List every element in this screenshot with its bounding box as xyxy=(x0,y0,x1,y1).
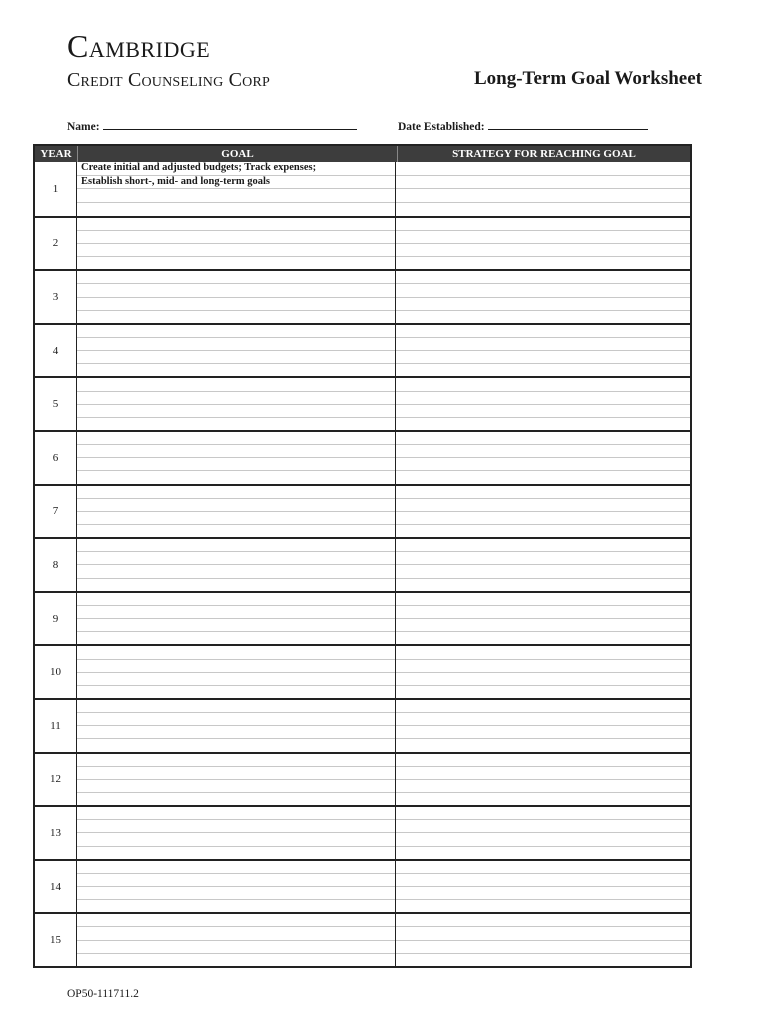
strategy-cell xyxy=(396,700,690,752)
goal-line[interactable] xyxy=(77,619,395,632)
goal-cell xyxy=(77,754,396,806)
strategy-line[interactable] xyxy=(396,392,690,405)
goal-line[interactable] xyxy=(77,927,395,940)
table-row xyxy=(35,323,690,377)
goal-line[interactable]: Create initial and adjusted budgets; Track expenses; xyxy=(77,162,395,176)
strategy-cell xyxy=(396,325,690,377)
table-row xyxy=(35,269,690,323)
strategy-line[interactable] xyxy=(396,700,690,713)
goal-line[interactable] xyxy=(77,298,395,311)
year-number: 11 xyxy=(35,700,77,752)
strategy-cell xyxy=(396,162,690,216)
year-number: 5 xyxy=(35,378,77,430)
strategy-line[interactable] xyxy=(396,739,690,751)
goal-line[interactable] xyxy=(77,713,395,726)
year-number: 12 xyxy=(35,754,77,806)
strategy-cell xyxy=(396,539,690,591)
table-row xyxy=(35,216,690,270)
goal-cell xyxy=(77,218,396,270)
strategy-line[interactable] xyxy=(396,311,690,323)
strategy-line[interactable] xyxy=(396,767,690,780)
strategy-line[interactable] xyxy=(396,378,690,391)
strategy-line[interactable] xyxy=(396,619,690,632)
strategy-line[interactable] xyxy=(396,780,690,793)
strategy-line[interactable] xyxy=(396,203,690,216)
table-row xyxy=(35,591,690,645)
date-established-field[interactable] xyxy=(398,118,648,133)
year-number: 3 xyxy=(35,271,77,323)
strategy-line[interactable] xyxy=(396,471,690,483)
goal-line[interactable] xyxy=(77,525,395,537)
year-number: 10 xyxy=(35,646,77,698)
goal-line[interactable] xyxy=(77,780,395,793)
strategy-line[interactable] xyxy=(396,338,690,351)
goal-cell xyxy=(77,861,396,913)
goal-cell xyxy=(77,325,396,377)
goal-cell xyxy=(77,807,396,859)
strategy-line[interactable] xyxy=(396,257,690,269)
goal-cell xyxy=(77,432,396,484)
table-row xyxy=(35,912,690,966)
goal-line[interactable] xyxy=(77,405,395,418)
strategy-line[interactable] xyxy=(396,660,690,673)
goal-line[interactable] xyxy=(77,338,395,351)
strategy-line[interactable] xyxy=(396,445,690,458)
name-input-line[interactable] xyxy=(103,118,357,130)
table-row xyxy=(35,752,690,806)
goal-line[interactable] xyxy=(77,700,395,713)
goal-line[interactable] xyxy=(77,686,395,698)
goal-line[interactable] xyxy=(77,833,395,846)
strategy-line[interactable] xyxy=(396,686,690,698)
strategy-line[interactable] xyxy=(396,176,690,190)
date-established-label: Date Established: xyxy=(398,121,485,133)
goal-line[interactable] xyxy=(77,445,395,458)
strategy-line[interactable] xyxy=(396,673,690,686)
table-row xyxy=(35,859,690,913)
strategy-line[interactable] xyxy=(396,418,690,430)
goal-cell xyxy=(77,271,396,323)
name-field[interactable] xyxy=(67,118,357,133)
strategy-line[interactable] xyxy=(396,539,690,552)
strategy-line[interactable] xyxy=(396,941,690,954)
form-code: OP50-111711.2 xyxy=(67,988,139,1000)
table-row xyxy=(35,698,690,752)
strategy-line[interactable] xyxy=(396,298,690,311)
strategy-line[interactable] xyxy=(396,284,690,297)
year-number: 4 xyxy=(35,325,77,377)
strategy-line[interactable] xyxy=(396,189,690,203)
goal-line[interactable] xyxy=(77,606,395,619)
goal-line[interactable] xyxy=(77,552,395,565)
goal-line[interactable] xyxy=(77,218,395,231)
goal-line[interactable] xyxy=(77,244,395,257)
table-row xyxy=(35,644,690,698)
goal-line[interactable] xyxy=(77,189,395,203)
strategy-line[interactable] xyxy=(396,351,690,364)
strategy-cell xyxy=(396,218,690,270)
strategy-line[interactable] xyxy=(396,807,690,820)
table-row xyxy=(35,537,690,591)
table-row xyxy=(35,162,690,216)
goal-line[interactable] xyxy=(77,874,395,887)
strategy-line[interactable] xyxy=(396,565,690,578)
strategy-line[interactable] xyxy=(396,162,690,176)
year-number: 6 xyxy=(35,432,77,484)
strategy-line[interactable] xyxy=(396,579,690,591)
strategy-line[interactable] xyxy=(396,458,690,471)
year-number: 8 xyxy=(35,539,77,591)
goal-line[interactable] xyxy=(77,512,395,525)
goal-line[interactable] xyxy=(77,364,395,376)
goal-line[interactable] xyxy=(77,660,395,673)
goal-cell xyxy=(77,593,396,645)
goal-cell xyxy=(77,539,396,591)
strategy-cell xyxy=(396,914,690,966)
year-number: 9 xyxy=(35,593,77,645)
strategy-line[interactable] xyxy=(396,713,690,726)
goal-cell xyxy=(77,700,396,752)
strategy-line[interactable] xyxy=(396,525,690,537)
goal-line[interactable] xyxy=(77,565,395,578)
goal-cell xyxy=(77,914,396,966)
strategy-line[interactable] xyxy=(396,512,690,525)
strategy-line[interactable] xyxy=(396,646,690,659)
goal-line[interactable] xyxy=(77,954,395,966)
goal-line[interactable] xyxy=(77,754,395,767)
strategy-line[interactable] xyxy=(396,900,690,912)
goal-line[interactable] xyxy=(77,579,395,591)
strategy-line[interactable] xyxy=(396,914,690,927)
goal-line[interactable] xyxy=(77,646,395,659)
strategy-cell xyxy=(396,646,690,698)
table-row xyxy=(35,376,690,430)
goal-line[interactable] xyxy=(77,231,395,244)
header-year: YEAR xyxy=(35,146,78,162)
strategy-line[interactable] xyxy=(396,231,690,244)
strategy-cell xyxy=(396,593,690,645)
strategy-line[interactable] xyxy=(396,874,690,887)
goal-line[interactable] xyxy=(77,351,395,364)
strategy-line[interactable] xyxy=(396,887,690,900)
strategy-line[interactable] xyxy=(396,325,690,338)
year-number: 13 xyxy=(35,807,77,859)
brand-name: Cambridge xyxy=(67,28,211,64)
goal-line[interactable] xyxy=(77,284,395,297)
strategy-line[interactable] xyxy=(396,364,690,376)
strategy-line[interactable] xyxy=(396,499,690,512)
year-number: 7 xyxy=(35,486,77,538)
strategy-cell xyxy=(396,378,690,430)
goal-line[interactable] xyxy=(77,499,395,512)
strategy-line[interactable] xyxy=(396,954,690,966)
year-number: 2 xyxy=(35,218,77,270)
goal-line[interactable] xyxy=(77,807,395,820)
goal-line[interactable] xyxy=(77,311,395,323)
strategy-line[interactable] xyxy=(396,833,690,846)
goal-line[interactable] xyxy=(77,418,395,430)
date-established-input-line[interactable] xyxy=(488,118,648,130)
goal-line[interactable] xyxy=(77,632,395,644)
goal-line[interactable] xyxy=(77,820,395,833)
goal-line[interactable] xyxy=(77,673,395,686)
table-header xyxy=(35,146,690,162)
strategy-line[interactable] xyxy=(396,606,690,619)
header-goal: GOAL xyxy=(78,146,398,162)
brand-subtitle: Credit Counseling Corp xyxy=(67,69,270,91)
goal-cell xyxy=(77,486,396,538)
goal-line[interactable] xyxy=(77,767,395,780)
strategy-line[interactable] xyxy=(396,861,690,874)
strategy-cell xyxy=(396,271,690,323)
goal-line[interactable] xyxy=(77,539,395,552)
goal-line[interactable] xyxy=(77,486,395,499)
goal-table xyxy=(33,144,692,968)
strategy-cell xyxy=(396,432,690,484)
goal-line[interactable] xyxy=(77,887,395,900)
header-strategy: STRATEGY FOR REACHING GOAL xyxy=(452,148,636,160)
goal-line[interactable] xyxy=(77,471,395,483)
goal-line[interactable] xyxy=(77,861,395,874)
strategy-line[interactable] xyxy=(396,432,690,445)
page-title: Long-Term Goal Worksheet xyxy=(473,68,702,89)
goal-line[interactable] xyxy=(77,847,395,859)
strategy-line[interactable] xyxy=(396,593,690,606)
strategy-cell xyxy=(396,486,690,538)
goal-line[interactable] xyxy=(77,432,395,445)
table-body xyxy=(35,162,690,966)
goal-line[interactable] xyxy=(77,325,395,338)
table-row xyxy=(35,805,690,859)
table-row xyxy=(35,430,690,484)
year-number: 14 xyxy=(35,861,77,913)
strategy-line[interactable] xyxy=(396,847,690,859)
strategy-line[interactable] xyxy=(396,486,690,499)
strategy-cell xyxy=(396,754,690,806)
strategy-line[interactable] xyxy=(396,218,690,231)
goal-line[interactable] xyxy=(77,203,395,216)
goal-line[interactable] xyxy=(77,378,395,391)
year-number: 15 xyxy=(35,914,77,966)
strategy-line[interactable] xyxy=(396,754,690,767)
strategy-cell xyxy=(396,861,690,913)
name-label: Name: xyxy=(67,121,100,133)
goal-line[interactable] xyxy=(77,914,395,927)
strategy-line[interactable] xyxy=(396,632,690,644)
goal-cell xyxy=(77,646,396,698)
strategy-line[interactable] xyxy=(396,820,690,833)
goal-line[interactable] xyxy=(77,271,395,284)
strategy-line[interactable] xyxy=(396,793,690,805)
goal-line[interactable] xyxy=(77,257,395,269)
table-row xyxy=(35,484,690,538)
goal-line[interactable] xyxy=(77,900,395,912)
strategy-cell xyxy=(396,807,690,859)
strategy-line[interactable] xyxy=(396,244,690,257)
strategy-line[interactable] xyxy=(396,405,690,418)
goal-line[interactable] xyxy=(77,726,395,739)
goal-line[interactable] xyxy=(77,941,395,954)
brand-block xyxy=(67,28,270,92)
strategy-line[interactable] xyxy=(396,927,690,940)
strategy-line[interactable] xyxy=(396,726,690,739)
goal-line[interactable]: Establish short-, mid- and long-term goals xyxy=(77,176,395,190)
goal-line[interactable] xyxy=(77,739,395,751)
strategy-line[interactable] xyxy=(396,271,690,284)
goal-cell xyxy=(77,378,396,430)
year-number: 1 xyxy=(35,162,77,216)
goal-line[interactable] xyxy=(77,458,395,471)
goal-line[interactable] xyxy=(77,392,395,405)
goal-line[interactable] xyxy=(77,793,395,805)
goal-line[interactable] xyxy=(77,593,395,606)
strategy-line[interactable] xyxy=(396,552,690,565)
goal-cell xyxy=(77,162,396,216)
